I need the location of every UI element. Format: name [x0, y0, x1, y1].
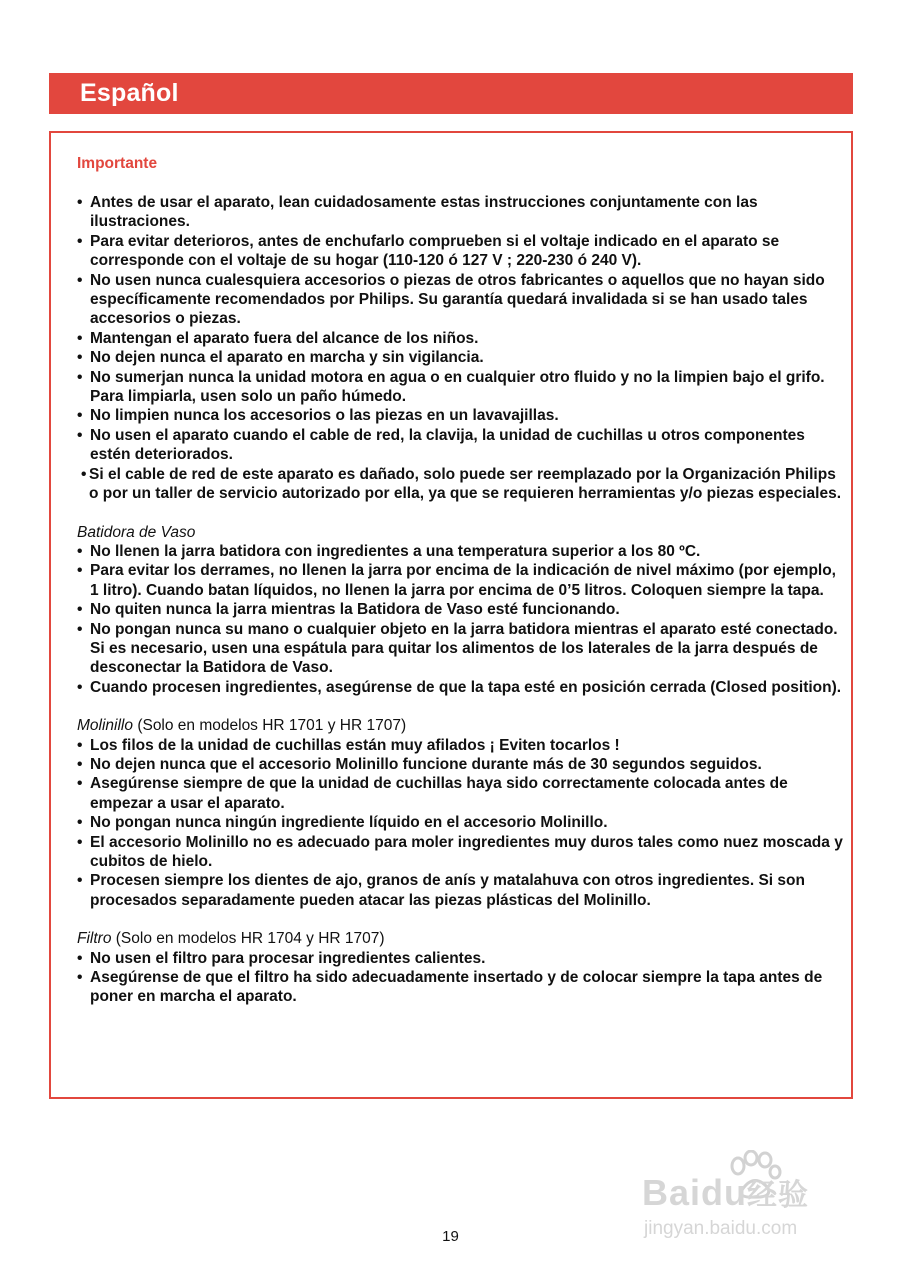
list-item: • No dejen nunca el aparato en marcha y sin vigilancia.: [77, 349, 484, 367]
bullet-icon: •: [77, 232, 83, 250]
section-filtro: [77, 929, 847, 1007]
list-item: • Asegúrense de que el filtro ha sido adecuadamente insertado y de colocar siempre la tapa antes de poner en marcha el aparato.: [77, 969, 823, 1006]
list-item: • Asegúrense siempre de que la unidad de cuchillas haya sido correctamente colocada antes de empezar a usar el aparato.: [77, 775, 788, 812]
batidora-list: [77, 542, 847, 697]
bullet-icon: •: [77, 407, 83, 425]
section-molinillo: [77, 716, 847, 910]
bullet-icon: •: [77, 368, 83, 386]
important-heading: Importante: [77, 155, 158, 172]
list-item: • No quiten nunca la jarra mientras la Batidora de Vaso esté funcionando.: [77, 601, 620, 619]
list-item: • No llenen la jarra batidora con ingredientes a una temperatura superior a los 80 ºC.: [77, 542, 701, 560]
list-item: • El accesorio Molinillo no es adecuado para moler ingredientes muy duros tales como nuez moscada y cubitos de hielo.: [77, 833, 843, 870]
list-item: • No usen el aparato cuando el cable de red, la clavija, la unidad de cuchillas u otros componentes estén deteriorados.: [77, 426, 805, 464]
list-item: • Procesen siempre los dientes de ajo, granos de anís y matalahuva con otros ingredientes. Si son procesados separadamente pueden atacar las piezas plásticas del Molinillo.: [77, 872, 805, 909]
bullet-icon: •: [77, 775, 83, 793]
bullet-icon: •: [77, 349, 83, 367]
list-item: • Antes de usar el aparato, lean cuidadosamente estas instrucciones conjuntamente con las ilustraciones.: [77, 194, 758, 231]
bullet-icon: •: [77, 542, 83, 560]
content-body: [77, 153, 847, 1007]
list-item: • No dejen nunca que el accesorio Molinillo funcione durante más de 30 segundos seguidos.: [77, 755, 762, 773]
bullet-icon: •: [77, 755, 83, 773]
bullet-icon: •: [77, 601, 83, 619]
bullet-icon: •: [77, 833, 83, 851]
watermark-url: jingyan.baidu.com: [644, 1218, 798, 1239]
section-heading: Molinillo (Solo en modelos HR 1701 y HR 1707): [77, 717, 407, 735]
molinillo-list: [77, 736, 847, 911]
bullet-icon: •: [77, 678, 83, 696]
bullet-icon: •: [81, 465, 87, 483]
bullet-icon: •: [77, 872, 83, 890]
list-item: • Para evitar los derrames, no llenen la jarra por encima de la indicación de nivel máximo (por ejemplo, 1 litro). Cuando batan líquidos, no llenen la jarra por encima de 0’5 litros. Coloquen siempre la tapa.: [77, 562, 836, 599]
section-heading: Batidora de Vaso: [77, 523, 196, 541]
list-item: • Para evitar deterioros, antes de enchufarlo comprueben si el voltaje indicado en el aparato se corresponde con el voltaje de su hogar (110-120 ó 127 V ; 220-230 ó 240 V).: [77, 232, 780, 270]
bullet-icon: •: [77, 562, 83, 580]
section-heading: Filtro (Solo en modelos HR 1704 y HR 1707): [77, 930, 385, 948]
language-header-bar: [49, 73, 853, 114]
bullet-icon: •: [77, 329, 83, 347]
bullet-icon: •: [77, 949, 83, 967]
bullet-icon: •: [77, 736, 83, 754]
bullet-icon: •: [77, 620, 83, 638]
list-item: • Si el cable de red de este aparato es dañado, solo puede ser reemplazado por la Organización Philips o por un taller de servicio autorizado por ella, ya que se requieren herramientas y/o piezas especiales.: [81, 465, 842, 503]
list-item: • No pongan nunca su mano o cualquier objeto en la jarra batidora mientras el aparato esté conectado. Si es necesario, usen una espátula para quitar los alimentos de los laterales de la jarra después de desconectar la Batidora de Vaso.: [77, 620, 838, 677]
list-item: • Mantengan el aparato fuera del alcance de los niños.: [77, 329, 479, 347]
bullet-icon: •: [77, 814, 83, 832]
bullet-icon: •: [77, 271, 83, 289]
list-item: • No sumerjan nunca la unidad motora en agua o en cualquier otro fluido y no la limpien bajo el grifo. Para limpiarla, usen solo un paño húmedo.: [77, 368, 825, 406]
bullet-icon: •: [77, 194, 83, 211]
filtro-list: [77, 949, 847, 1007]
list-item: • Cuando procesen ingredientes, asegúrense de que la tapa esté en posición cerrada (Closed position).: [77, 678, 842, 696]
language-title: Español: [80, 79, 179, 107]
list-item: • No usen nunca cualesquiera accesorios o piezas de otros fabricantes o aquellos que no hayan sido específicamente recomendados por Philips. Su garantía quedará invalidada si se han usado tales accesorios o piezas.: [77, 271, 825, 328]
list-item: • No usen el filtro para procesar ingredientes calientes.: [77, 949, 486, 967]
section-batidora: [77, 523, 847, 698]
important-list: [77, 193, 847, 504]
bullet-icon: •: [77, 969, 83, 987]
bullet-icon: •: [77, 426, 83, 444]
page-number: 19: [442, 1228, 459, 1245]
list-item: • Los filos de la unidad de cuchillas están muy afilados ¡ Eviten tocarlos !: [77, 736, 620, 754]
watermark-brand: Baidu经验: [642, 1172, 810, 1213]
list-item: • No limpien nunca los accesorios o las piezas en un lavavajillas.: [77, 407, 559, 425]
list-item: • No pongan nunca ningún ingrediente líquido en el accesorio Molinillo.: [77, 814, 608, 832]
